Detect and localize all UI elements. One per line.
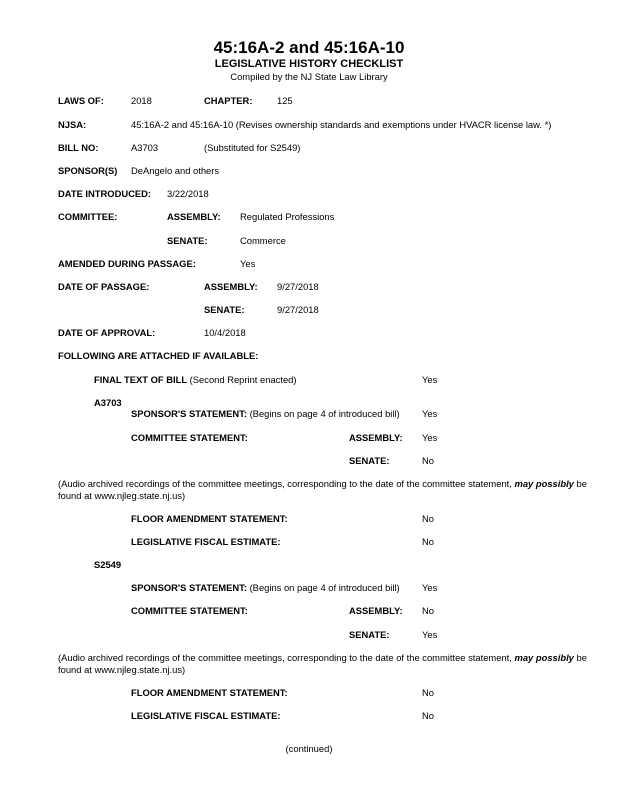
final-text-label: FINAL TEXT OF BILL: [94, 374, 188, 385]
s2549-audio-pre: (Audio archived recordings of the committee meetings, corresponding to the date of the committee statement,: [58, 652, 512, 663]
bill-no-note: (Substituted for S2549): [204, 142, 301, 153]
s2549-sponsor-value: Yes: [422, 582, 438, 593]
s2549-heading: S2549: [94, 559, 122, 570]
s2549-audio-post: be found at www.njleg.state.nj.us): [58, 652, 587, 675]
bill-no-label: BILL NO:: [58, 142, 99, 153]
committee-senate-value: Commerce: [240, 235, 286, 246]
a3703-audio-pre: (Audio archived recordings of the committee meetings, corresponding to the date of the committee statement,: [58, 478, 512, 489]
date-of-passage-label: DATE OF PASSAGE:: [58, 281, 150, 292]
a3703-floor-label: FLOOR AMENDMENT STATEMENT:: [131, 513, 288, 524]
njsa-label: NJSA:: [58, 119, 87, 130]
final-text-value: Yes: [422, 374, 438, 385]
a3703-heading: A3703: [94, 397, 122, 408]
s2549-audio-note: [58, 652, 603, 676]
a3703-senate-label: SENATE:: [349, 455, 390, 466]
chapter-label: CHAPTER:: [204, 95, 253, 106]
s2549-committee-label: COMMITTEE STATEMENT:: [131, 605, 248, 616]
a3703-sponsor-row: [131, 408, 400, 420]
a3703-audio-note: [58, 478, 603, 502]
amended-label: AMENDED DURING PASSAGE:: [58, 258, 196, 269]
date-of-approval-label: DATE OF APPROVAL:: [58, 327, 156, 338]
s2549-audio-em: may possibly: [514, 652, 574, 663]
final-text-note: (Second Reprint enacted): [189, 374, 297, 385]
s2549-senate-value: Yes: [422, 629, 438, 640]
date-of-approval-value: 10/4/2018: [204, 327, 246, 338]
njsa-value: 45:16A-2 and 45:16A-10 (Revises ownership standards and exemptions under HVACR license law. *): [131, 119, 552, 130]
s2549-fiscal-value: No: [422, 710, 434, 721]
passage-senate-label: SENATE:: [204, 304, 245, 315]
following-heading: FOLLOWING ARE ATTACHED IF AVAILABLE:: [58, 350, 259, 361]
date-introduced-value: 3/22/2018: [167, 188, 209, 199]
amended-value: Yes: [240, 258, 256, 269]
a3703-sponsor-value: Yes: [422, 408, 438, 419]
sponsors-value: DeAngelo and others: [131, 165, 220, 176]
s2549-floor-value: No: [422, 687, 434, 698]
a3703-sponsor-label: SPONSOR'S STATEMENT:: [131, 408, 247, 419]
a3703-committee-label: COMMITTEE STATEMENT:: [131, 432, 248, 443]
passage-assembly-value: 9/27/2018: [277, 281, 319, 292]
s2549-assembly-label: ASSEMBLY:: [349, 605, 403, 616]
passage-senate-value: 9/27/2018: [277, 304, 319, 315]
s2549-fiscal-label: LEGISLATIVE FISCAL ESTIMATE:: [131, 710, 281, 721]
s2549-sponsor-note: (Begins on page 4 of introduced bill): [249, 582, 400, 593]
passage-assembly-label: ASSEMBLY:: [204, 281, 258, 292]
committee-senate-label: SENATE:: [167, 235, 208, 246]
s2549-senate-label: SENATE:: [349, 629, 390, 640]
a3703-audio-post: be found at www.njleg.state.nj.us): [58, 478, 587, 501]
compiled-by: Compiled by the NJ State Law Library: [230, 71, 388, 82]
s2549-sponsor-label: SPONSOR'S STATEMENT:: [131, 582, 247, 593]
a3703-senate-value: No: [422, 455, 434, 466]
a3703-assembly-label: ASSEMBLY:: [349, 432, 403, 443]
a3703-audio-em: may possibly: [514, 478, 574, 489]
s2549-assembly-value: No: [422, 605, 434, 616]
a3703-assembly-value: Yes: [422, 432, 438, 443]
committee-assembly-value: Regulated Professions: [240, 211, 335, 222]
a3703-fiscal-value: No: [422, 536, 434, 547]
committee-assembly-label: ASSEMBLY:: [167, 211, 221, 222]
date-introduced-label: DATE INTRODUCED:: [58, 188, 152, 199]
s2549-floor-label: FLOOR AMENDMENT STATEMENT:: [131, 687, 288, 698]
committee-label: COMMITTEE:: [58, 211, 118, 222]
document-title: 45:16A-2 and 45:16A-10: [213, 38, 405, 57]
a3703-fiscal-label: LEGISLATIVE FISCAL ESTIMATE:: [131, 536, 281, 547]
sponsors-label: SPONSOR(S): [58, 165, 118, 176]
final-text-row: [94, 374, 297, 386]
document-subtitle: LEGISLATIVE HISTORY CHECKLIST: [214, 58, 404, 70]
laws-of-label: LAWS OF:: [58, 95, 104, 106]
a3703-floor-value: No: [422, 513, 434, 524]
a3703-sponsor-note: (Begins on page 4 of introduced bill): [249, 408, 400, 419]
continued-note: (continued): [285, 743, 333, 754]
s2549-sponsor-row: [131, 582, 400, 594]
bill-no-value: A3703: [131, 142, 159, 153]
laws-of-value: 2018: [131, 95, 152, 106]
chapter-value: 125: [277, 95, 293, 106]
